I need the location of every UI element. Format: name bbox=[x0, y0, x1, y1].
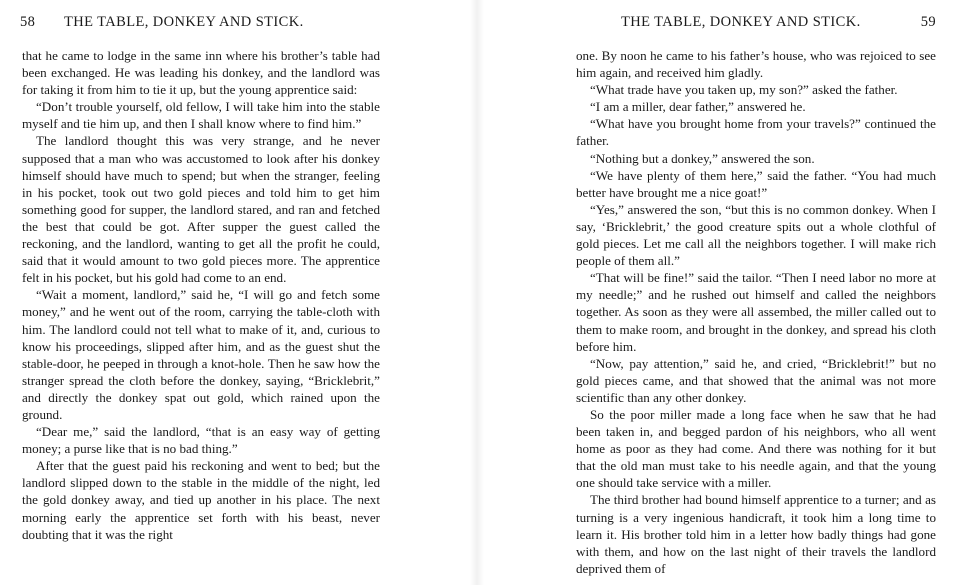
paragraph: So the poor miller made a long face when he saw that he had been taken in, and begged pardon of his neighbors, who all went home as poor as they had come. And there was nothing for it but that the old man must take to his needle again, and that the young one should take service with a miller. bbox=[576, 406, 936, 491]
left-page-header bbox=[22, 14, 380, 34]
right-page bbox=[576, 0, 936, 585]
paragraph: “Don’t trouble yourself, old fellow, I will take him into the stable myself and tie him up, and then I shall know where to find him.” bbox=[22, 99, 380, 132]
paragraph: “Yes,” answered the son, “but this is no common donkey. When I say, ‘Bricklebrit,’ the good creature spits out a whole clothful of gold pieces. Let me call all the neighbors together. I will make rich people of them all.” bbox=[576, 201, 936, 269]
left-page-body bbox=[22, 47, 380, 543]
paragraph: “That will be fine!” said the tailor. “Then I need labor no more at my needle;” and he rushed out himself and called the neighbors together. As soon as they were all assembed, the miller called out to them to make room, and brought in the donkey, and spread his cloth before him. bbox=[576, 270, 936, 354]
book-gutter bbox=[470, 0, 484, 585]
right-page-number: 59 bbox=[920, 14, 936, 30]
paragraph: “Dear me,” said the landlord, “that is an easy way of getting money; a purse like that is no bad thing.” bbox=[22, 424, 380, 457]
paragraph: “What trade have you taken up, my son?” asked the father. bbox=[590, 82, 898, 98]
left-page-number: 58 bbox=[20, 14, 36, 30]
paragraph: “Nothing but a donkey,” answered the son. bbox=[590, 150, 815, 166]
paragraph: The landlord thought this was very strange, and he never supposed that a man who was accustomed to look after his donkey himself should have much to spend; but when the stranger, feeling in his pocket, took out two gold pieces and told him to get him something good for supper, the landlord stared, and ran and fetched the best that could be got. After supper the guest called the reckoning, and the landlord, wanting to get all the profit he could, said that it would amount to two gold pieces more. The apprentice felt in his pocket, but his gold had come to an end. bbox=[22, 133, 380, 286]
right-running-title: THE TABLE, DONKEY AND STICK. bbox=[621, 14, 861, 30]
paragraph: “I am a miller, dear father,” answered he. bbox=[590, 99, 806, 115]
paragraph: “What have you brought home from your travels?” continued the father. bbox=[576, 116, 936, 149]
paragraph: After that the guest paid his reckoning and went to bed; but the landlord slipped down to the stable in the middle of the night, led the gold donkey away, and tied up another in his place. The next morning early the apprentice set forth with his beast, never doubting that it was the right bbox=[22, 458, 380, 542]
right-page-header bbox=[576, 14, 936, 34]
paragraph: one. By noon he came to his father’s house, who was rejoiced to see him again, and received him gladly. bbox=[576, 48, 936, 81]
paragraph: “Now, pay attention,” said he, and cried, “Bricklebrit!” but no gold pieces came, and that showed that the animal was not more scientific than any other donkey. bbox=[576, 355, 936, 405]
paragraph: that he came to lodge in the same inn where his brother’s table had been exchanged. He was leading his donkey, and the landlord was for taking it from him to tie it up, but the young apprentice said: bbox=[22, 48, 380, 98]
left-page bbox=[22, 0, 380, 585]
paragraph: “Wait a moment, landlord,” said he, “I will go and fetch some money,” and he went out of the room, carrying the table-cloth with him. The landlord could not tell what to make of it, and, curious to know his proceedings, slipped after him, and as the guest shut the stable-door, he peeped in through a knot-hole. Then he saw how the stranger spread the cloth before the donkey, saying, “Bricklebrit,” and directly the donkey spat out gold, which rained upon the ground. bbox=[22, 287, 380, 422]
left-running-title: THE TABLE, DONKEY AND STICK. bbox=[64, 14, 304, 30]
paragraph: “We have plenty of them here,” said the father. “You had much better have brought me a nice goat!” bbox=[576, 167, 936, 200]
right-page-body bbox=[576, 47, 936, 577]
paragraph: The third brother had bound himself apprentice to a turner; and as turning is a very ingenious handicraft, it took him a long time to learn it. His brother told him in a letter how badly things had gone with them, and how on the last night of their travels the landlord deprived them of bbox=[576, 492, 936, 576]
